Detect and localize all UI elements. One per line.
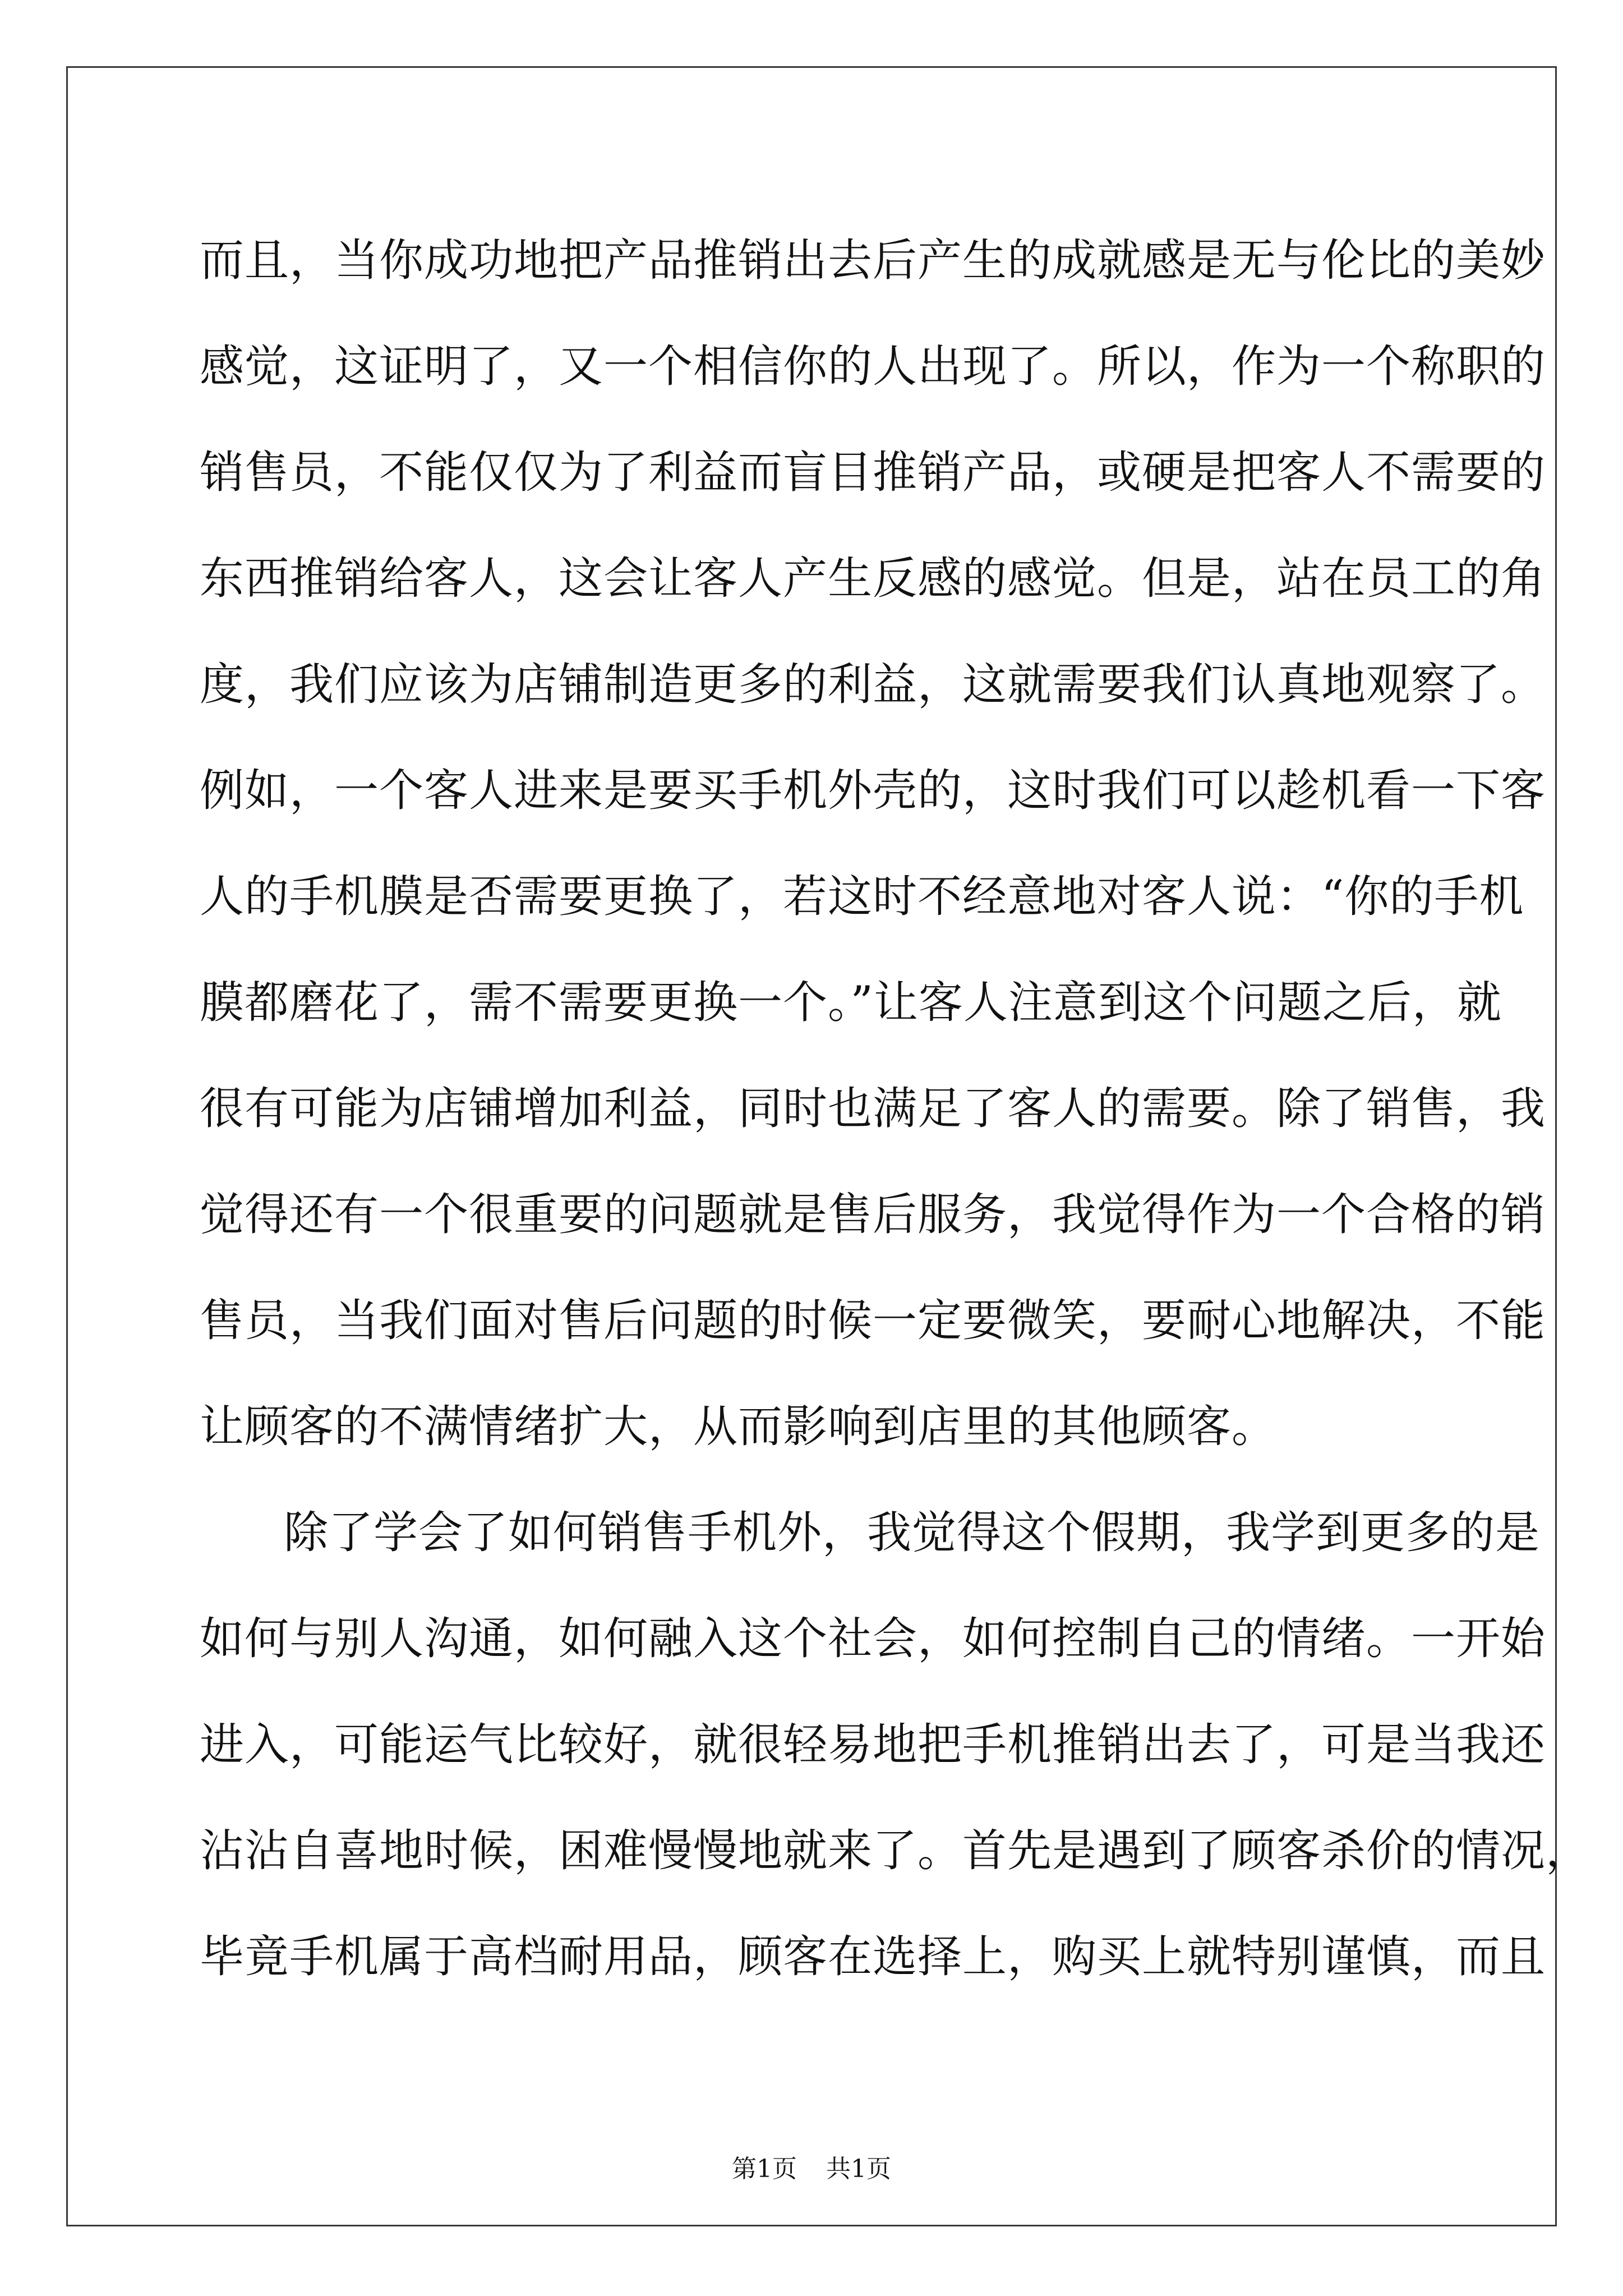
text-line: 售员，当我们面对售后问题的时候一定要微笑，要耐心地解决，不能 [200, 1295, 1546, 1346]
text-line: 进入，可能运气比较好，就很轻易地把手机推销出去了，可是当我还 [200, 1719, 1546, 1770]
text-line: 销售员，不能仅仅为了利益而盲目推销产品，或硬是把客人不需要的 [200, 447, 1546, 498]
text-line: 沾沾自喜地时候，困难慢慢地就来了。首先是遇到了顾客杀价的情况， [200, 1825, 1590, 1876]
text-line: 例如，一个客人进来是要买手机外壳的，这时我们可以趁机看一下客 [200, 765, 1546, 816]
text-line: 而且，当你成功地把产品推销出去后产生的成就感是无与伦比的美妙 [200, 234, 1546, 286]
text-line: 觉得还有一个很重要的问题就是售后服务，我觉得作为一个合格的销 [200, 1189, 1546, 1240]
text-line: 度，我们应该为店铺制造更多的利益，这就需要我们认真地观察了。 [200, 659, 1546, 710]
text-line: 让顾客的不满情绪扩大，从而影响到店里的其他顾客。 [200, 1401, 1276, 1452]
text-line: 东西推销给客人，这会让客人产生反感的感觉。但是，站在员工的角 [200, 553, 1546, 604]
page-footer [0, 2148, 1623, 2184]
page-number: 第1页 [732, 2155, 797, 2183]
document-body [200, 208, 1590, 2010]
text-line: 如何与别人沟通，如何融入这个社会，如何控制自己的情绪。一开始 [200, 1613, 1546, 1664]
text-line: 很有可能为店铺增加利益，同时也满足了客人的需要。除了销售，我 [200, 1083, 1546, 1134]
text-line-paragraph-start: 除了学会了如何销售手机外，我觉得这个假期，我学到更多的是 [284, 1507, 1540, 1558]
page-total: 共1页 [826, 2155, 891, 2183]
text-line: 人的手机膜是否需要更换了，若这时不经意地对客人说：“你的手机 [200, 871, 1524, 922]
text-line: 毕竟手机属于高档耐用品，顾客在选择上，购买上就特别谨慎，而且 [200, 1931, 1546, 1982]
text-line: 感觉，这证明了，又一个相信你的人出现了。所以，作为一个称职的 [200, 341, 1546, 392]
text-line: 膜都磨花了，需不需要更换一个。”让客人注意到这个问题之后，就 [200, 977, 1502, 1028]
